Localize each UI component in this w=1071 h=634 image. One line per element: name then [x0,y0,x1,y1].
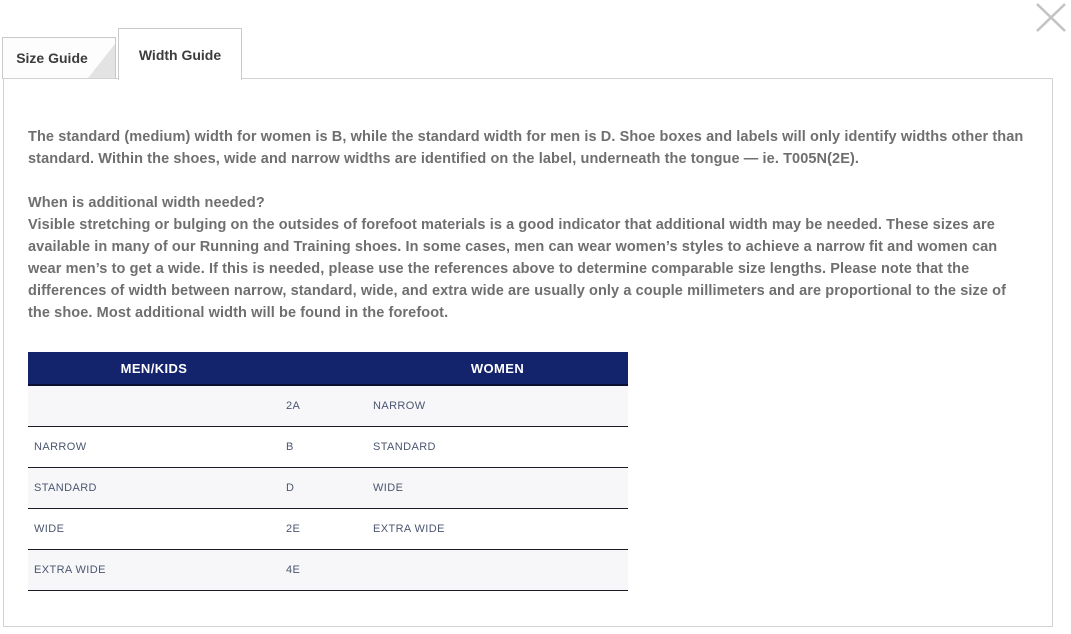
table-row [28,467,628,508]
width-guide-panel [3,78,1053,627]
additional-width-heading: When is additional width needed? [28,195,265,211]
header-men-kids: MEN/KIDS [28,352,280,385]
cell-women [367,549,628,590]
cell-code: 4E [286,563,301,576]
cell-women: STANDARD [373,440,436,453]
cell-men-kids: STANDARD [34,481,97,494]
cell-code: 2E [286,522,301,535]
cell-women: NARROW [373,399,426,412]
close-icon[interactable] [1034,2,1068,34]
tab-size-guide[interactable] [2,37,116,79]
cell-code: D [286,481,295,494]
cell-men-kids [28,385,280,426]
header-women: WOMEN [367,352,628,385]
table-row [28,508,628,549]
table-row [28,549,628,590]
cell-women: EXTRA WIDE [373,522,445,535]
cell-men-kids: NARROW [34,440,87,453]
intro-paragraph: The standard (medium) width for women is B, while the standard width for men is D. Shoe boxes and labels will only identify widths other than standard. Within the shoes, wide and narrow widths are identified on the label, underneath the tongue — ie. T005N(2E). [28,129,1024,167]
tab-width-guide-label: Width Guide [138,46,222,63]
cell-code: 2A [286,399,301,412]
tab-size-guide-label: Size Guide [16,50,88,66]
cell-women: WIDE [373,481,404,494]
table-row [28,385,628,426]
table-row [28,426,628,467]
cell-men-kids: EXTRA WIDE [34,563,106,576]
tab-width-guide[interactable] [118,28,242,80]
cell-men-kids: WIDE [34,522,65,535]
width-table-header-row [28,352,628,385]
width-table [28,352,628,591]
additional-width-section [28,192,1028,324]
header-code-spacer [280,352,367,385]
tab-corner-fold [88,44,115,78]
additional-width-paragraph: Visible stretching or bulging on the outsides of forefoot materials is a good indicator that additional width may be needed. These sizes are available in many of our Running and Training shoes. In some cases, men can wear women’s styles to achieve a narrow fit and women can wear men’s to get a wide. If this is needed, please use the references above to determine comparable size lengths. Please note that the differences of width between narrow, standard, wide, and extra wide are usually only a couple millimeters and are proportional to the size of the shoe. Most additional width will be found in the forefoot. [28,217,1007,321]
cell-code: B [286,440,294,453]
